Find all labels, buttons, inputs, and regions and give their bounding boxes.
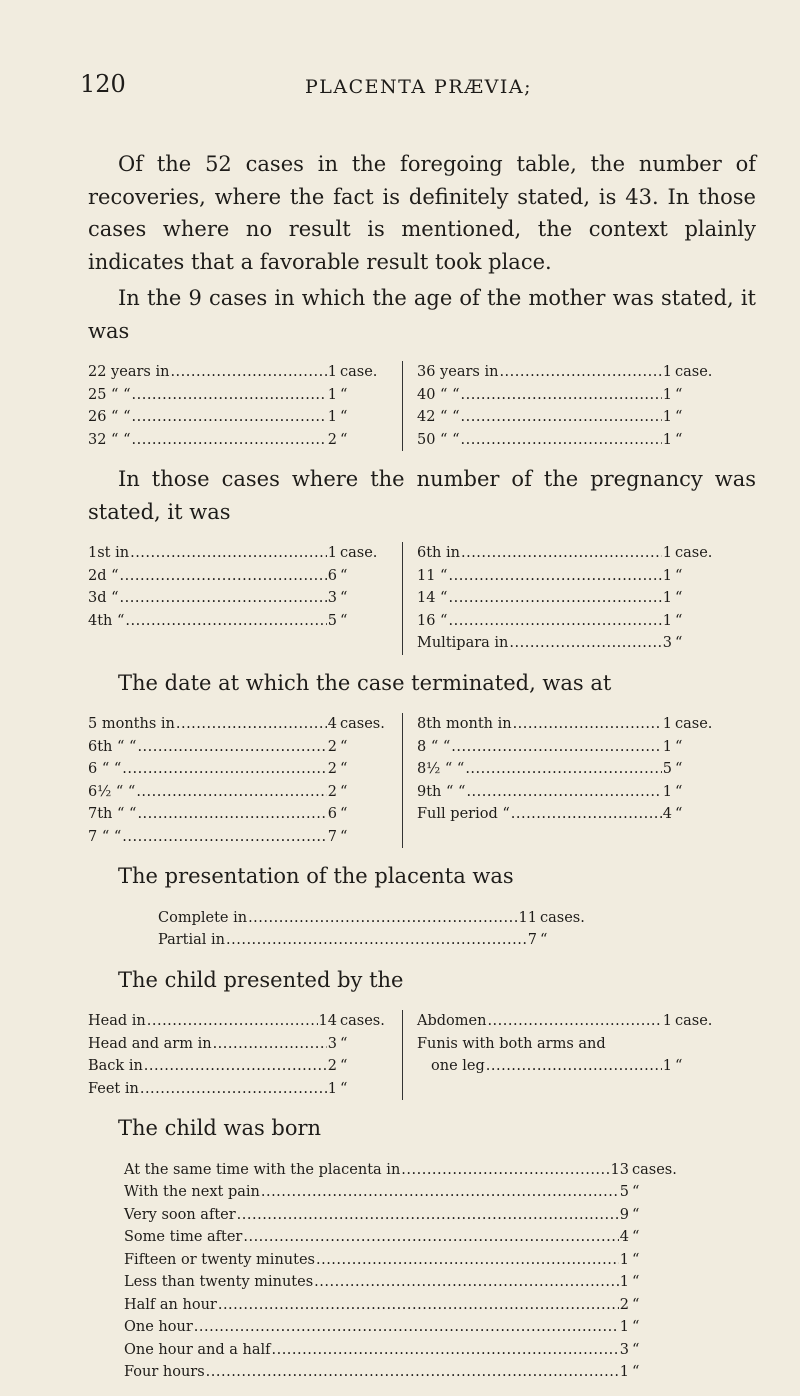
termination-table xyxy=(88,713,756,848)
row-unit: “ xyxy=(675,761,683,777)
leader-dots xyxy=(314,1271,619,1294)
table-row xyxy=(158,929,588,952)
placenta-table xyxy=(158,907,756,952)
row-label: 22 years in xyxy=(88,364,170,380)
row-value: 1 xyxy=(662,364,672,380)
row-unit: “ xyxy=(675,409,683,425)
table-row xyxy=(417,1055,723,1078)
row-label: 6th in xyxy=(417,545,460,561)
row-value: 1 xyxy=(662,590,672,606)
row-label: 8th month in xyxy=(417,716,512,732)
leader-dots xyxy=(122,826,326,849)
leader-dots xyxy=(194,1316,619,1339)
row-label: Head and arm in xyxy=(88,1035,212,1052)
row-value: 1 xyxy=(662,545,672,561)
leader-dots xyxy=(487,1010,661,1033)
row-unit: case. xyxy=(675,545,713,561)
page-body xyxy=(88,148,756,1396)
leader-dots xyxy=(226,929,527,952)
row-value: 3 xyxy=(662,635,672,651)
pregnancy-table xyxy=(88,542,756,655)
row-label: Funis with both arms and xyxy=(417,1035,606,1052)
row-unit: “ xyxy=(540,932,548,948)
leader-dots xyxy=(132,429,327,452)
leader-dots xyxy=(448,610,661,633)
ages-table xyxy=(88,361,756,451)
row-unit: “ xyxy=(632,1296,640,1313)
pregnancy-intro: In those cases where the number of the pregnancy was stated, it was xyxy=(88,467,756,524)
table-row xyxy=(417,713,723,736)
leader-dots xyxy=(248,907,517,930)
row-label: 50 “ “ xyxy=(417,431,460,448)
table-row xyxy=(158,907,588,930)
row-label: Very soon after xyxy=(124,1206,236,1223)
leader-dots xyxy=(465,758,661,781)
child-presented-table xyxy=(88,1010,756,1100)
row-label: 11 “ xyxy=(417,567,448,584)
row-value: 1 xyxy=(662,1013,672,1029)
placenta-column xyxy=(158,907,588,952)
row-value: 1 xyxy=(662,567,672,584)
row-label: Some time after xyxy=(124,1229,243,1245)
row-value: 6 xyxy=(327,806,337,822)
table-row xyxy=(124,1271,680,1294)
row-label: Four hours xyxy=(124,1364,205,1380)
leader-dots xyxy=(218,1294,619,1317)
table-row xyxy=(88,758,388,781)
table-row xyxy=(124,1294,680,1317)
leader-dots xyxy=(125,610,326,633)
row-value: 13 xyxy=(610,1161,629,1178)
row-label: 3d “ xyxy=(88,590,119,606)
row-unit: “ xyxy=(340,612,348,629)
row-unit: “ xyxy=(340,761,348,777)
table-row xyxy=(124,1339,680,1362)
table-row xyxy=(417,429,723,452)
row-label: 5 months in xyxy=(88,716,175,732)
row-value: 2 xyxy=(327,431,337,448)
termination-intro: The date at which the case terminated, was at xyxy=(118,670,612,695)
row-unit: case. xyxy=(340,364,378,380)
row-label: With the next pain xyxy=(124,1184,260,1200)
table-row xyxy=(417,758,723,781)
row-label: 6 “ “ xyxy=(88,761,122,777)
row-label: 32 “ “ xyxy=(88,431,131,448)
table-row xyxy=(88,736,388,759)
row-value: 5 xyxy=(327,612,337,629)
row-unit: “ xyxy=(340,783,348,800)
row-value: 7 xyxy=(527,932,537,948)
row-unit: “ xyxy=(632,1206,640,1223)
row-label: Multipara in xyxy=(417,635,509,651)
leader-dots xyxy=(461,542,662,565)
child-presented-right-column xyxy=(402,1010,723,1100)
paragraph-recoveries: Of the 52 cases in the foregoing table, the number of recoveries, where the fact is definitely stated, is 43. In those cases where no result is mentioned, the context plainly indicates that a favorable result took place. xyxy=(88,152,756,274)
row-unit: “ xyxy=(340,431,348,448)
row-value: 1 xyxy=(662,612,672,629)
row-label: At the same time with the placenta in xyxy=(124,1161,401,1178)
row-value: 1 xyxy=(662,386,672,403)
row-unit: “ xyxy=(340,806,348,822)
row-label: 6th “ “ xyxy=(88,738,137,755)
row-label: 16 “ xyxy=(417,612,448,629)
row-unit: “ xyxy=(675,783,683,800)
row-value: 2 xyxy=(327,738,337,755)
table-row xyxy=(88,1010,388,1033)
row-value: 1 xyxy=(662,431,672,448)
leader-dots xyxy=(261,1181,619,1204)
leader-dots xyxy=(144,1055,327,1078)
row-unit: case. xyxy=(340,545,378,561)
row-unit: “ xyxy=(675,806,683,822)
leader-dots xyxy=(122,758,326,781)
table-row xyxy=(88,429,388,452)
pregnancy-right-column xyxy=(402,542,723,655)
row-label: 40 “ “ xyxy=(417,386,460,403)
table-row xyxy=(88,406,388,429)
leader-dots xyxy=(120,565,327,588)
row-unit: “ xyxy=(632,1251,640,1268)
leader-dots xyxy=(401,1159,609,1182)
leader-dots xyxy=(213,1033,327,1056)
row-value: 1 xyxy=(327,1080,337,1097)
leader-dots xyxy=(461,429,662,452)
row-unit: cases. xyxy=(632,1161,677,1178)
row-value: 1 xyxy=(619,1274,629,1290)
row-value: 2 xyxy=(327,761,337,777)
row-unit: “ xyxy=(340,1035,348,1052)
row-unit: “ xyxy=(632,1319,640,1335)
child-born-table xyxy=(124,1159,756,1384)
row-label: Feet in xyxy=(88,1080,139,1097)
leader-dots xyxy=(137,803,326,826)
leader-dots xyxy=(316,1249,619,1272)
row-value: 3 xyxy=(619,1341,629,1358)
leader-dots xyxy=(448,565,661,588)
row-label: Partial in xyxy=(158,932,226,948)
row-label: 7th “ “ xyxy=(88,806,137,822)
row-unit: cases. xyxy=(340,1013,385,1029)
row-unit: “ xyxy=(675,612,683,629)
row-unit: case. xyxy=(675,716,713,732)
row-label: 7 “ “ xyxy=(88,828,122,845)
leader-dots xyxy=(513,713,662,736)
row-value: 3 xyxy=(327,590,337,606)
row-value: 4 xyxy=(327,716,337,732)
table-row xyxy=(417,1033,723,1056)
row-unit: case. xyxy=(675,364,713,380)
table-row xyxy=(417,1010,723,1033)
leader-dots xyxy=(140,1078,327,1101)
row-label: 8½ “ “ xyxy=(417,761,465,777)
row-unit: cases. xyxy=(540,909,585,926)
termination-left-column xyxy=(88,713,402,848)
row-unit: “ xyxy=(675,635,683,651)
row-value: 1 xyxy=(619,1364,629,1380)
table-row xyxy=(88,1033,388,1056)
row-label: one leg xyxy=(431,1058,485,1074)
table-row xyxy=(417,803,723,826)
table-row xyxy=(417,610,723,633)
row-label: Fifteen or twenty minutes xyxy=(124,1251,315,1268)
row-value: 3 xyxy=(327,1035,337,1052)
leader-dots xyxy=(132,384,327,407)
table-row xyxy=(88,610,388,633)
leader-dots xyxy=(147,1010,318,1033)
table-row xyxy=(124,1361,680,1384)
leader-dots xyxy=(461,384,662,407)
row-label: 6½ “ “ xyxy=(88,783,136,800)
table-row xyxy=(88,384,388,407)
row-label: 14 “ xyxy=(417,590,448,606)
row-value: 1 xyxy=(619,1251,629,1268)
row-value: 6 xyxy=(327,567,337,584)
row-value: 2 xyxy=(327,783,337,800)
leader-dots xyxy=(243,1226,618,1249)
leader-dots xyxy=(137,736,326,759)
row-unit: “ xyxy=(632,1229,640,1245)
row-value: 2 xyxy=(327,1058,337,1074)
row-value: 5 xyxy=(619,1184,629,1200)
ages-intro: In the 9 cases in which the age of the mother was stated, it was xyxy=(88,286,756,343)
table-row xyxy=(124,1316,680,1339)
row-unit: case. xyxy=(675,1013,713,1029)
row-label: Less than twenty minutes xyxy=(124,1274,314,1290)
row-label: 25 “ “ xyxy=(88,386,131,403)
leader-dots xyxy=(486,1055,662,1078)
row-label: 9th “ “ xyxy=(417,783,466,800)
leader-dots xyxy=(237,1204,619,1227)
row-value: 14 xyxy=(318,1013,337,1029)
leader-dots xyxy=(206,1361,619,1384)
leader-dots xyxy=(120,587,327,610)
row-unit: “ xyxy=(340,590,348,606)
row-unit: “ xyxy=(340,386,348,403)
table-row xyxy=(88,781,388,804)
table-row xyxy=(88,803,388,826)
leader-dots xyxy=(132,406,327,429)
row-unit: “ xyxy=(340,828,348,845)
row-label: 42 “ “ xyxy=(417,409,460,425)
table-row xyxy=(88,587,388,610)
row-unit: “ xyxy=(675,567,683,584)
child-born-intro: The child was born xyxy=(118,1116,322,1140)
leader-dots xyxy=(509,632,661,655)
row-label: Abdomen xyxy=(417,1013,487,1029)
row-value: 7 xyxy=(327,828,337,845)
table-row xyxy=(88,713,388,736)
row-value: 1 xyxy=(662,716,672,732)
row-unit: “ xyxy=(632,1274,640,1290)
leader-dots xyxy=(499,361,661,384)
table-row xyxy=(88,542,388,565)
row-value: 1 xyxy=(662,783,672,800)
placenta-intro: The presentation of the placenta was xyxy=(118,864,514,888)
child-presented-left-column xyxy=(88,1010,402,1100)
page-number: 120 xyxy=(80,70,126,98)
table-row xyxy=(124,1159,680,1182)
page-header xyxy=(0,70,800,110)
table-row xyxy=(88,1055,388,1078)
leader-dots xyxy=(461,406,662,429)
row-unit: “ xyxy=(340,567,348,584)
row-unit: “ xyxy=(340,1058,348,1074)
row-label: 2d “ xyxy=(88,567,119,584)
table-row xyxy=(417,542,723,565)
row-unit: “ xyxy=(632,1184,640,1200)
row-value: 1 xyxy=(662,1058,672,1074)
leader-dots xyxy=(170,361,326,384)
child-presented-intro: The child presented by the xyxy=(118,967,404,992)
ages-left-column xyxy=(88,361,402,451)
table-row xyxy=(417,406,723,429)
table-row xyxy=(124,1204,680,1227)
table-row xyxy=(88,1078,388,1101)
child-born-column xyxy=(124,1159,680,1384)
table-row xyxy=(417,781,723,804)
leader-dots xyxy=(130,542,327,565)
leader-dots xyxy=(176,713,327,736)
row-value: 5 xyxy=(662,761,672,777)
row-label: Back in xyxy=(88,1058,143,1074)
table-row xyxy=(88,361,388,384)
table-row xyxy=(124,1226,680,1249)
row-value: 2 xyxy=(619,1296,629,1313)
row-label: Full period “ xyxy=(417,806,510,822)
table-row xyxy=(417,565,723,588)
leader-dots xyxy=(511,803,662,826)
row-label: One hour and a half xyxy=(124,1341,271,1358)
table-row xyxy=(124,1181,680,1204)
row-unit: “ xyxy=(675,386,683,403)
leader-dots xyxy=(448,587,661,610)
row-value: 1 xyxy=(619,1319,629,1335)
table-row xyxy=(88,565,388,588)
row-label: Complete in xyxy=(158,909,248,926)
row-unit: cases. xyxy=(340,716,385,732)
running-title: PLACENTA PRÆVIA; xyxy=(305,76,533,98)
leader-dots xyxy=(136,781,326,804)
row-value: 1 xyxy=(327,545,337,561)
row-value: 1 xyxy=(327,386,337,403)
row-unit: “ xyxy=(632,1341,640,1358)
table-row xyxy=(417,736,723,759)
leader-dots xyxy=(271,1339,618,1362)
row-unit: “ xyxy=(340,409,348,425)
table-row xyxy=(124,1249,680,1272)
row-value: 11 xyxy=(518,909,537,926)
row-value: 1 xyxy=(327,409,337,425)
row-value: 4 xyxy=(619,1229,629,1245)
row-label: 36 years in xyxy=(417,364,499,380)
row-label: 1st in xyxy=(88,545,130,561)
row-label: 4th “ xyxy=(88,612,125,629)
row-label: Head in xyxy=(88,1013,146,1029)
row-unit: “ xyxy=(675,738,683,755)
row-unit: “ xyxy=(675,590,683,606)
row-value: 1 xyxy=(662,409,672,425)
table-row xyxy=(417,587,723,610)
table-row xyxy=(88,826,388,849)
row-value: 1 xyxy=(327,364,337,380)
ages-right-column xyxy=(402,361,723,451)
row-label: 26 “ “ xyxy=(88,409,131,425)
row-label: 8 “ “ xyxy=(417,738,451,755)
row-unit: “ xyxy=(675,431,683,448)
row-unit: “ xyxy=(632,1364,640,1380)
termination-right-column xyxy=(402,713,723,848)
table-row xyxy=(417,384,723,407)
row-unit: “ xyxy=(340,1080,348,1097)
row-value: 9 xyxy=(619,1206,629,1223)
row-unit: “ xyxy=(340,738,348,755)
row-unit: “ xyxy=(675,1058,683,1074)
table-row xyxy=(417,361,723,384)
table-row xyxy=(417,632,723,655)
leader-dots xyxy=(451,736,661,759)
row-label: One hour xyxy=(124,1319,193,1335)
pregnancy-left-column xyxy=(88,542,402,655)
row-label: Half an hour xyxy=(124,1296,217,1313)
row-value: 4 xyxy=(662,806,672,822)
row-value: 1 xyxy=(662,738,672,755)
leader-dots xyxy=(466,781,661,804)
